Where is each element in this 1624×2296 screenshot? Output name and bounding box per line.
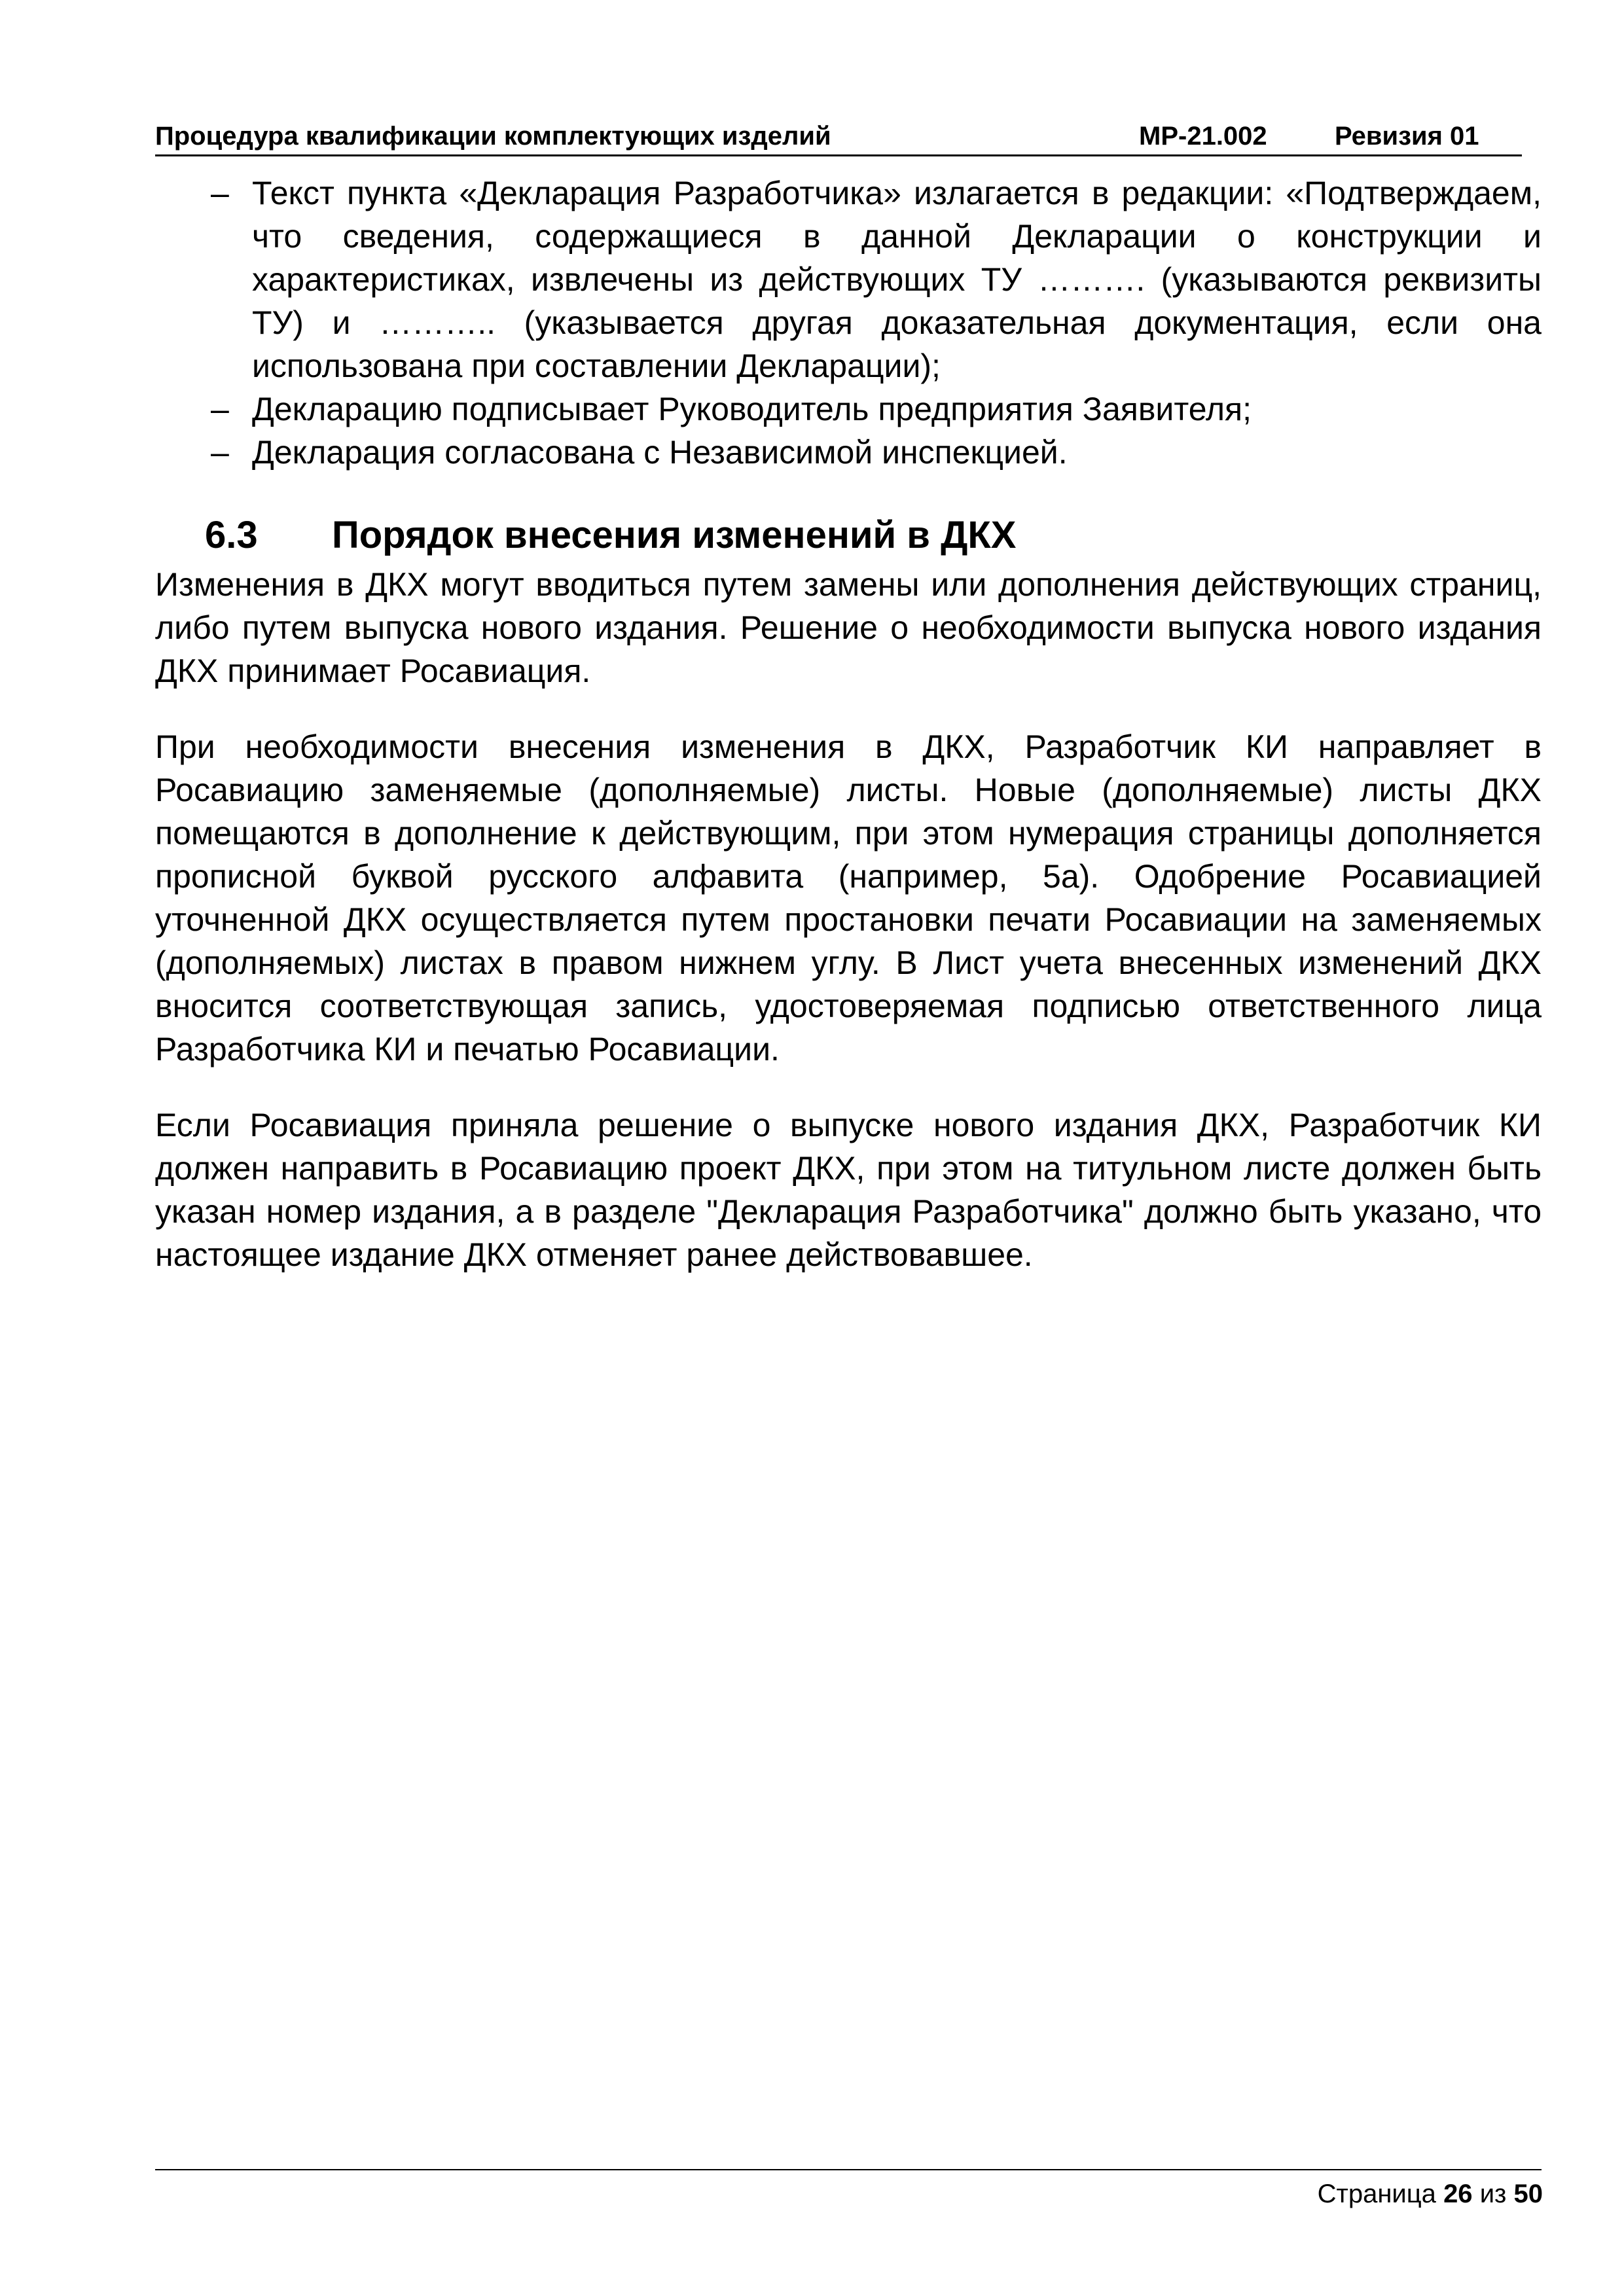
bullet-list bbox=[155, 171, 1542, 474]
dash-bullet: – bbox=[211, 175, 229, 211]
total-pages: 50 bbox=[1513, 2179, 1543, 2208]
section-heading bbox=[155, 508, 1542, 563]
of-label: из bbox=[1479, 2179, 1507, 2208]
page-footer bbox=[1318, 2179, 1543, 2209]
dash-bullet: – bbox=[211, 434, 229, 471]
section-number: 6.3 bbox=[205, 514, 258, 556]
footer-divider bbox=[155, 2169, 1542, 2170]
section-title: Порядок внесения изменений в ДКХ bbox=[332, 514, 1017, 556]
paragraph: Если Росавиация приняла решение о выпуске нового издания ДКХ, Разработчик КИ должен направить в Росавиацию проект ДКХ, при этом на титульном листе должен быть указан номер издания, а в разделе "Декларация Разработчика" должно быть указано, что настоящее издание ДКХ отменяет ранее действовавшее. bbox=[155, 1107, 1542, 1273]
paragraph: Изменения в ДКХ могут вводиться путем замены или дополнения действующих страниц, либо путем выпуска нового издания. Решение о необходимости выпуска нового издания ДКХ принимает Росавиация. bbox=[155, 566, 1542, 689]
document-revision: Ревизия 01 bbox=[1335, 122, 1479, 151]
paragraph: При необходимости внесения изменения в ДКХ, Разработчик КИ направляет в Росавиацию заменяемые (дополняемые) листы. Новые (дополняемые) листы ДКХ помещаются в дополнение к действующим, при этом нумерация страницы дополняется прописной буквой русского алфавита (например, 5а). Одобрение Росавиацией уточненной ДКХ осуществляется путем простановки печати Росавиации на заменяемых (дополняемых) листах в правом нижнем углу. В Лист учета внесенных изменений ДКХ вносится соответствующая запись, удостоверяемая подписью ответственного лица Разработчика КИ и печатью Росавиации. bbox=[155, 728, 1542, 1067]
document-title: Процедура квалификации комплектующих изделий bbox=[155, 122, 831, 151]
page-label: Страница bbox=[1317, 2179, 1436, 2208]
list-item bbox=[155, 431, 1542, 474]
list-item-text: Декларацию подписывает Руководитель предприятия Заявителя; bbox=[252, 391, 1252, 427]
list-item bbox=[155, 171, 1542, 387]
document-code: МР-21.002 bbox=[1139, 122, 1267, 151]
dash-bullet: – bbox=[211, 391, 229, 427]
page-content bbox=[155, 171, 1542, 1309]
list-item bbox=[155, 387, 1542, 431]
page-number: 26 bbox=[1443, 2179, 1473, 2208]
list-item-text: Декларация согласована с Независимой инспекцией. bbox=[252, 434, 1068, 471]
page-header bbox=[155, 117, 1522, 156]
list-item-text: Текст пункта «Декларация Разработчика» излагается в редакции: «Подтверждаем, что сведения, содержащиеся в данной Декларации о конструкции и характеристиках, извлечены из действующих ТУ ………. (указываются реквизиты ТУ) и ……….. (указывается другая доказательная документация, если она использована при составлении Декларации); bbox=[252, 175, 1542, 384]
